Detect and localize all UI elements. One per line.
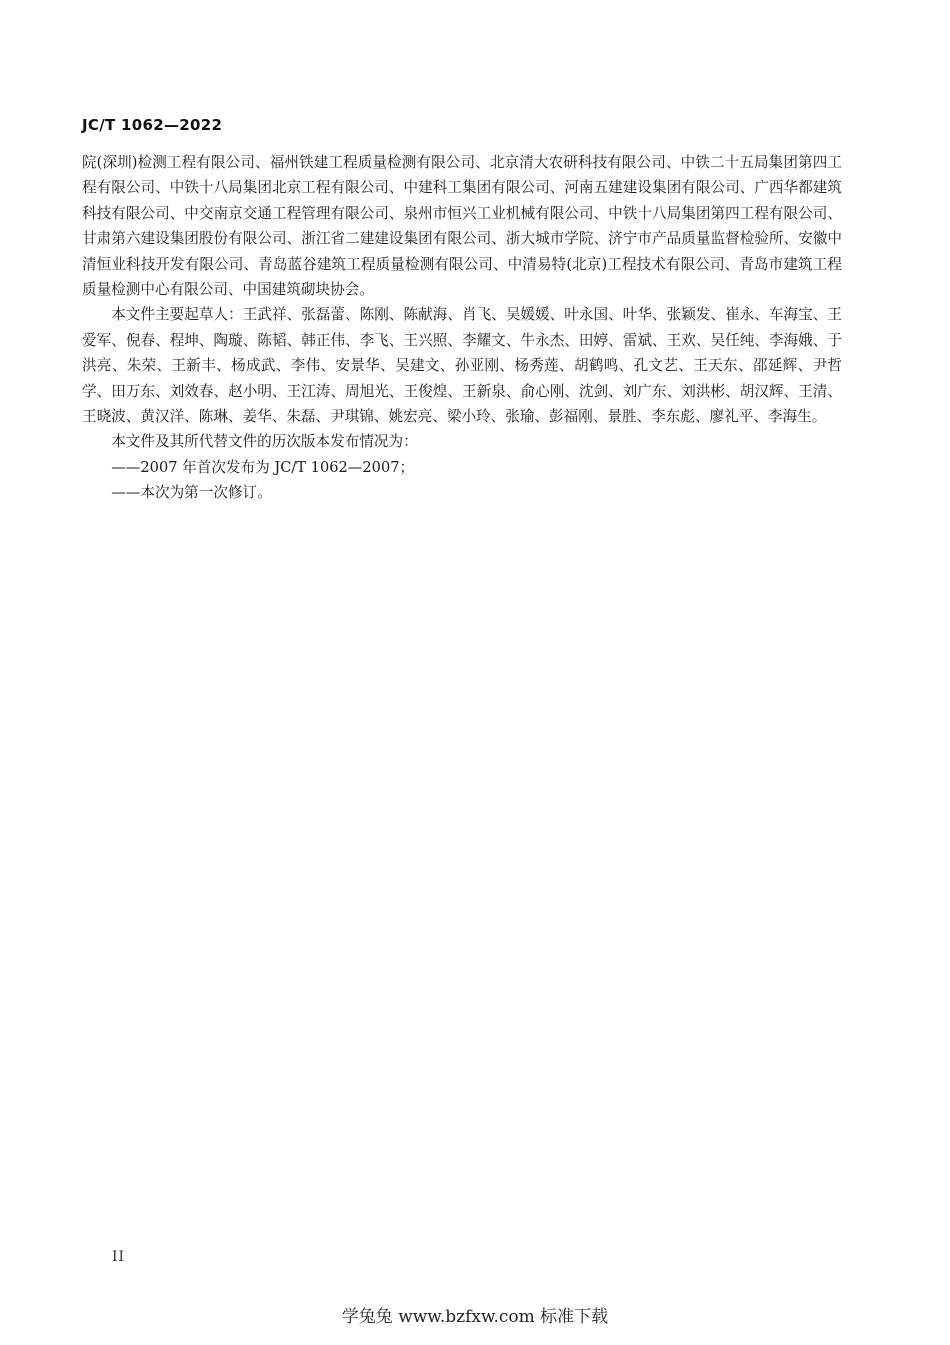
document-body: [82, 150, 842, 506]
document-code: JC/T 1062—2022: [82, 116, 223, 134]
history-item-2: ——本次为第一次修订。: [111, 484, 272, 502]
history-intro: 本文件及其所代替文件的历次版本发布情况为：: [111, 433, 418, 451]
history-item-1: ——2007 年首次发布为 JC/T 1062—2007；: [111, 458, 415, 476]
organizations-paragraph: 院(深圳)检测工程有限公司、福州铁建工程质量检测有限公司、北京清大农研科技有限公司、中铁二十五局集团第四工程有限公司、中铁十八局集团北京工程有限公司、中建科工集团有限公司、河南五建建设集团有限公司、广西华都建筑科技有限公司、中交南京交通工程管理有限公司、泉州市恒兴工业机械有限公司、中铁十八局集团第四工程有限公司、甘肃第六建设集团股份有限公司、浙江省二建建设集团有限公司、浙大城市学院、济宁市产品质量监督检验所、安徽中清恒业科技开发有限公司、青岛蓝谷建筑工程质量检测有限公司、中清易特(北京)工程技术有限公司、青岛市建筑工程质量检测中心有限公司、中国建筑砌块协会。: [82, 154, 842, 299]
page-number: II: [112, 1249, 126, 1265]
drafters-paragraph: 本文件主要起草人：王武祥、张磊蕾、陈刚、陈献海、肖飞、吴媛媛、叶永国、叶华、张颖发、崔永、车海宝、王爱军、倪春、程坤、陶璇、陈韬、韩正伟、李飞、王兴照、李耀文、牛永杰、田婷、雷斌、王欢、吴任纯、李海娥、于洪亮、朱荣、王新丰、杨成武、李伟、安景华、吴建文、孙亚刚、杨秀莲、胡鹤鸣、孔文艺、王天东、邵延辉、尹哲学、田万东、刘效春、赵小明、王江涛、周旭光、王俊煌、王新泉、俞心刚、沈剑、刘广东、刘洪彬、胡汉辉、王清、王晓波、黄汉洋、陈琳、姜华、朱磊、尹琪锦、姚宏亮、梁小玲、张瑜、彭福刚、景胜、李东彪、廖礼平、李海生。: [82, 306, 842, 426]
footer-watermark: 学兔兔 www.bzfxw.com 标准下载: [341, 1307, 609, 1327]
